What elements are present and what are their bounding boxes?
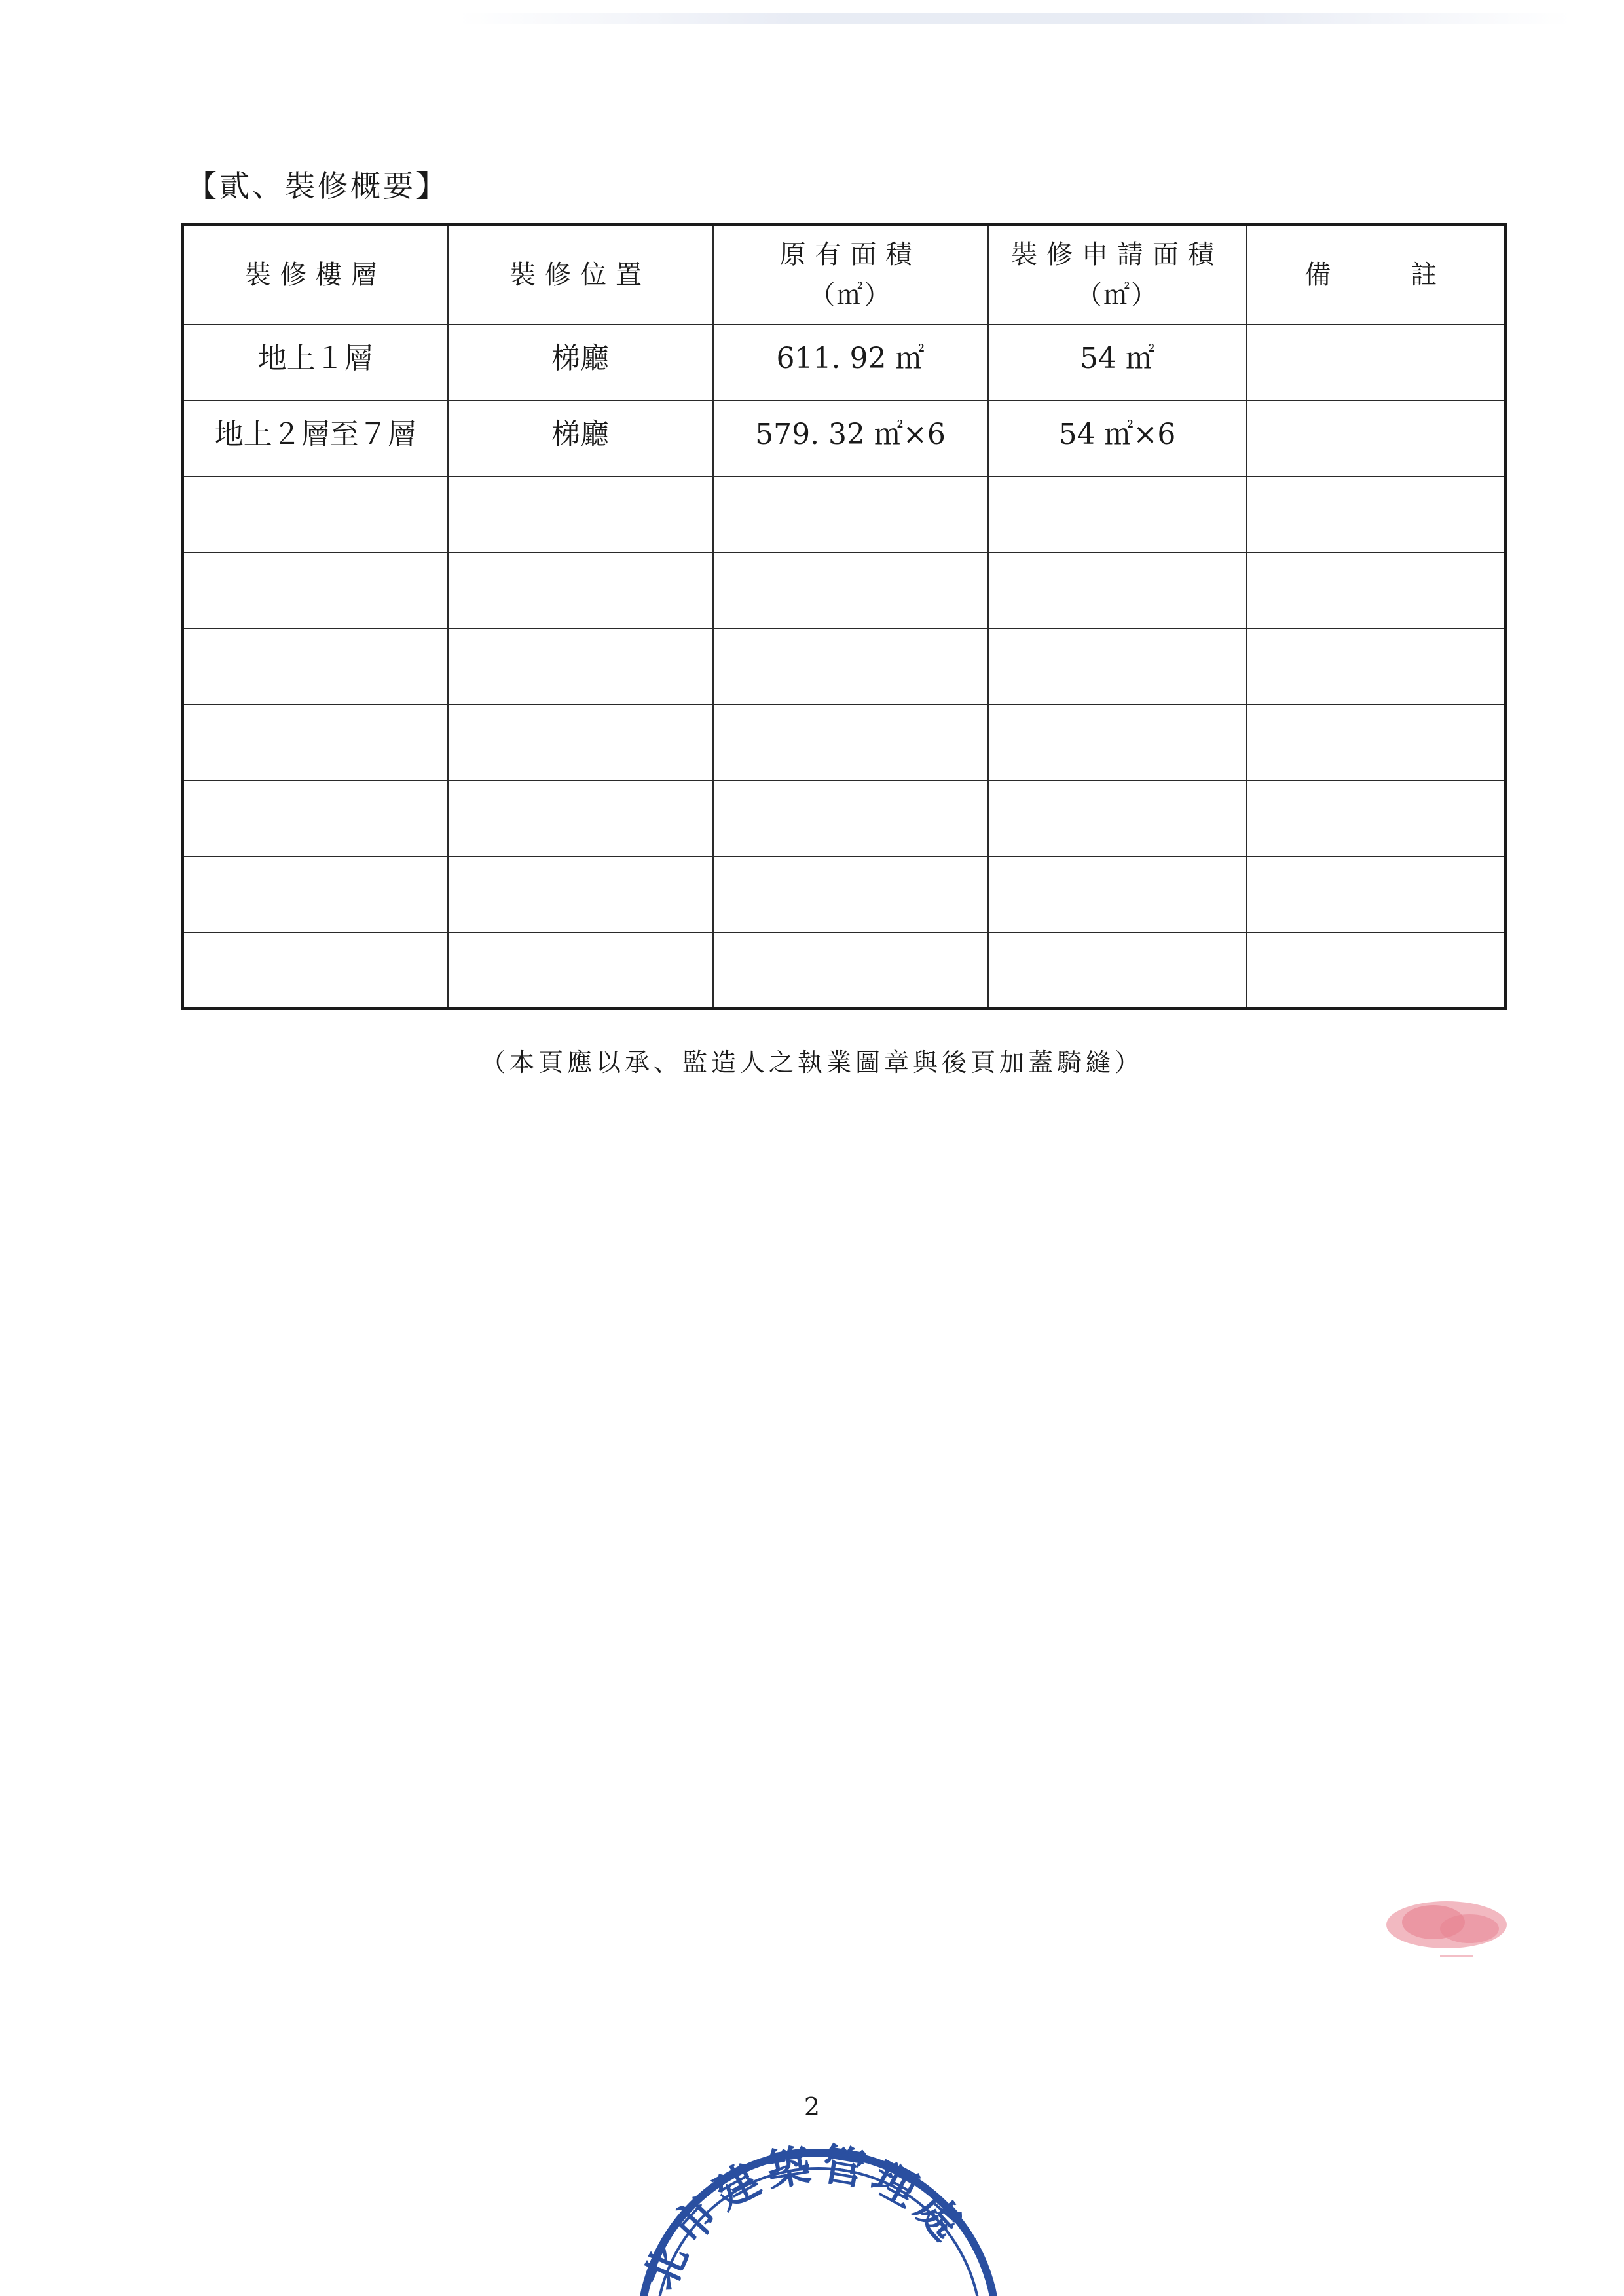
cell-floor (183, 856, 448, 932)
page-number: 2 (803, 2092, 821, 2121)
cell-original-area (713, 780, 988, 856)
cell-remarks (1247, 629, 1505, 704)
cell-original-area (713, 932, 988, 1008)
cell-remarks (1247, 932, 1505, 1008)
cell-location (448, 704, 713, 780)
cell-applied-area (988, 932, 1247, 1008)
header-original-area: 原有面積 （㎡） (713, 225, 988, 325)
cell-floor (183, 477, 448, 553)
header-location: 裝修位置 (448, 225, 713, 325)
seal-instruction-note: （本頁應以承、監造人之執業圖章與後頁加蓋騎縫） (480, 1048, 1143, 1077)
table-row (183, 325, 1505, 401)
table-header-row (183, 225, 1505, 325)
cell-location: 梯廳 (448, 325, 713, 401)
cell-original-area: 611. 92 ㎡ (713, 325, 988, 401)
table-row (183, 932, 1505, 1008)
table-row (183, 629, 1505, 704)
header-applied-area: 裝修申請面積 （㎡） (988, 225, 1247, 325)
cell-original-area (713, 553, 988, 629)
section-title: 【貳、裝修概要】 (187, 168, 449, 204)
cell-floor (183, 704, 448, 780)
cell-original-area (713, 856, 988, 932)
cell-remarks (1247, 325, 1505, 401)
cell-floor (183, 780, 448, 856)
cell-remarks (1247, 401, 1505, 477)
cell-remarks (1247, 856, 1505, 932)
header-floor: 裝修樓層 (183, 225, 448, 325)
table-row (183, 856, 1505, 932)
cell-applied-area (988, 553, 1247, 629)
cell-original-area: 579. 32 ㎡×6 (713, 401, 988, 477)
renovation-summary-table (181, 223, 1507, 1010)
cell-applied-area (988, 629, 1247, 704)
table-row (183, 704, 1505, 780)
scan-shadow (458, 13, 1572, 24)
svg-text:北市建築管理處 (634, 2138, 976, 2296)
cell-location (448, 780, 713, 856)
cell-location (448, 477, 713, 553)
cell-applied-area: 54 ㎡×6 (988, 401, 1247, 477)
cell-applied-area: 54 ㎡ (988, 325, 1247, 401)
header-applied-area-unit: （㎡） (1076, 280, 1158, 310)
cell-applied-area (988, 704, 1247, 780)
cell-floor: 地上２層至７層 (183, 401, 448, 477)
table-row (183, 553, 1505, 629)
blue-seal-stamp (622, 2121, 1015, 2296)
blue-seal-text: 北市建築管理處 (633, 2138, 976, 2296)
cell-floor (183, 932, 448, 1008)
cell-location (448, 932, 713, 1008)
table-row (183, 401, 1505, 477)
cell-applied-area (988, 856, 1247, 932)
cell-floor (183, 553, 448, 629)
table-row (183, 477, 1505, 553)
cell-location (448, 553, 713, 629)
cell-remarks (1247, 477, 1505, 553)
cell-remarks (1247, 553, 1505, 629)
cell-applied-area (988, 780, 1247, 856)
cell-location (448, 629, 713, 704)
cell-remarks (1247, 780, 1505, 856)
cell-original-area (713, 629, 988, 704)
cell-location (448, 856, 713, 932)
header-original-area-unit: （㎡） (809, 280, 892, 310)
cell-floor: 地上１層 (183, 325, 448, 401)
cell-floor (183, 629, 448, 704)
cell-remarks (1247, 704, 1505, 780)
cell-applied-area (988, 477, 1247, 553)
red-seal-stamp (1378, 1891, 1515, 1963)
cell-original-area (713, 704, 988, 780)
cell-original-area (713, 477, 988, 553)
table-row (183, 780, 1505, 856)
header-remarks: 備 註 (1247, 225, 1505, 325)
cell-location: 梯廳 (448, 401, 713, 477)
